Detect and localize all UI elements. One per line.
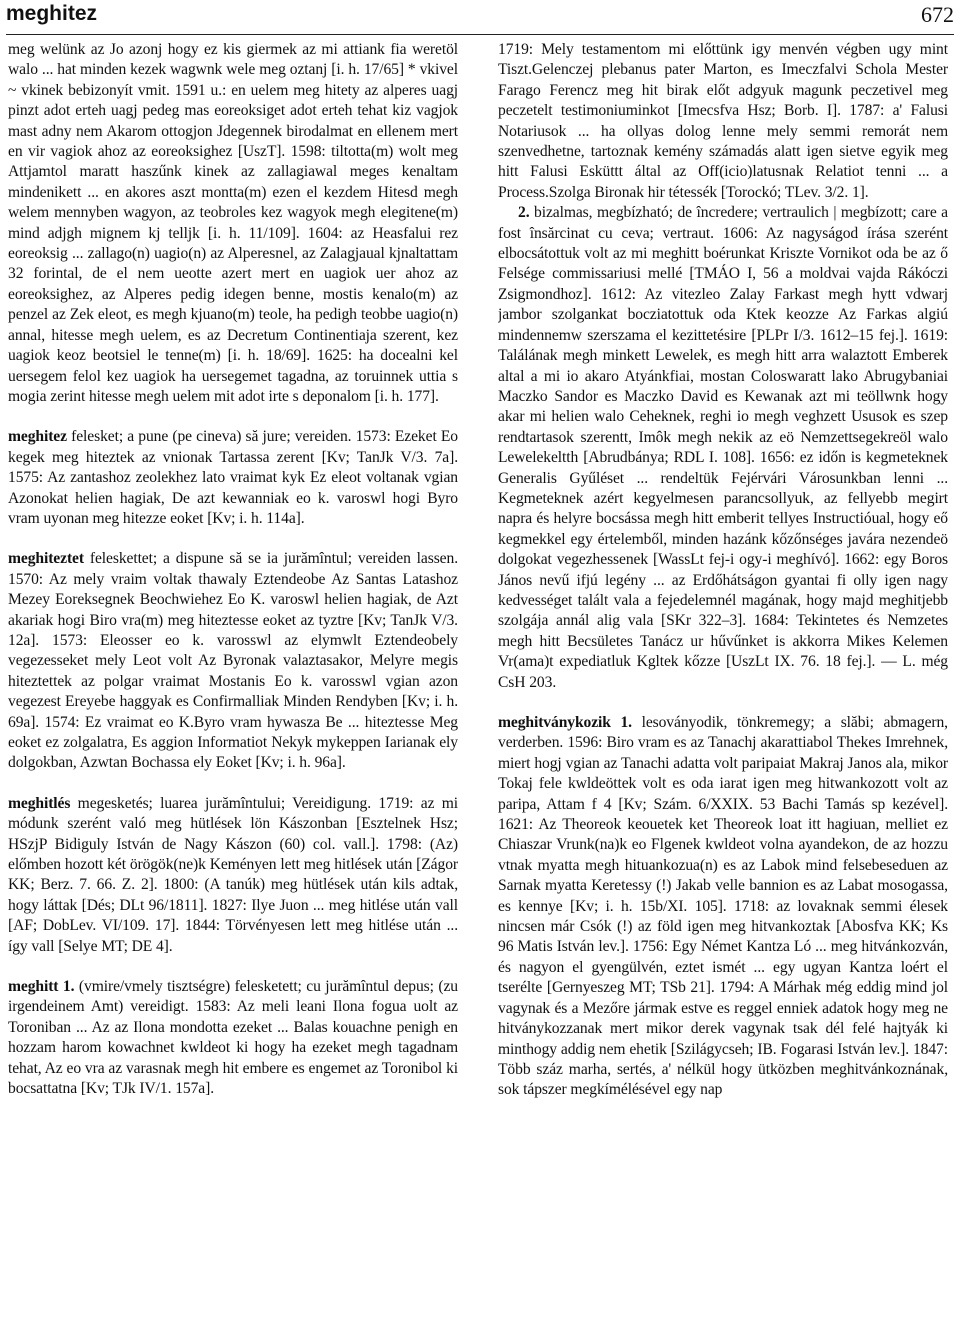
running-headword: meghitez <box>6 2 98 25</box>
sense-number: 1. <box>620 714 632 731</box>
sense-2-meghitt <box>498 203 948 693</box>
entry-meghitvanykozik <box>498 713 948 1101</box>
sense-number: 2. <box>518 204 530 222</box>
entry-body: megesketés; luarea jurămîntului; Vereidigung. 1719: az mi módunk szerént való meg hütlések lön Kászonban [Esztelnek Hsz; HSzjP Bidiguly István de Nagy Kászon (60) col. vall.]. 1798: (Az) előmben hozott két örögök(ne)k Keményen lett meg hitlések után [Zágor KK; Berz. 7. 66. Z. 2]. 1800: (A tanúk) meg hütlések után kils adtak, hogy láttak [Dés; DLt 96/1811]. 1827: Ilye Juon ... meg hitlése után vall [AF; DobLev. VI/109. 17]. 1844: Törvényesen lett meg hitlése után ... így vall [Selye MT; DE 4]. <box>8 794 458 955</box>
entry-body: feleskettet; a dispune să se ia jurămîntul; vereiden lassen. 1570: Az mely vraim voltak thawaly Eztendeobe Az Santas Latashoz Mezey Eoreksegnek Beochwiehez Eo K. varoswl helien hagiak, de Azt akariak hogi Biro vra(m) meg hiteztesse eoket az tyztre [Kv; TanJk V/3. 12a]. 1573: Eleosser eo k. varosswl az elymwlt Eztendeobely vegezesseket mely Leot volt Az Byronak valaztasakor, Melyre megis hiteztettek az polgar vraimat Mostanis Eo k. varosswl vgian azon vegezest Ereyebe haggyak es Confirmalliak Minden Rendyben [Kv; i. h. 69a]. 1574: Ez vraimat eo K.Byro vram hywasza Be ... hiteztesse Meg eoket ez zolgalatra, Es aggion Informatiot Nekyk mykeppen Iarianak ely dolgokban, Azwtan Bochassa ely Eoket [Kv; i. h. 96a]. <box>8 550 458 772</box>
entry-continuation: meg welünk az Jo azonj hogy ez kis giermek az mi attiank fia weretöl walo ... hat minden kezek wagwnk wele meg oztanj [i. h. 17/65] * vkivel ~ vkinek bebizonyít vmit. 1591 u.: en uelem meg hitety az alperes uagj pinzt adot erteh uagj pedeg mas eoreoksiget adot erteh tehat kiz vagjok mast adny nem Akarom ottogjon Jdegennek birodalmat en ellenem mert en vir vagiok ahoz az eoreoksighez [UszT]. 1598: tiltotta(m) wolt meg Attjamtol maratt haszűnk kinek az zallagiawal meges kenaltam mindenikett ... en akores aszt montta(m) ezen el kezdem Hitesd megh welem mennyben wagyon, az teobroles kez wagyok megh elegitene(m) mind adjgh mignem kj telljk [i. h. 11/109]. 1604: az Heasfalui rez eoreoksig ... zallago(n) uagio(n) az Alperesnel, az Zalagjaual kjnaltattam 32 forintal, de el nem ueotte azert mert en uagiok uer ahoz az eoreoksighez, az Alperes pedig idegen benne, mostis kenalo(m) az penzel az Zek eleot, es megh kjuano(m) teole, ha pedigh teobbe uagio(n) annal, hitesse megh uelem, es az Decretum Continentiaja szerent, kez uagiok keoz beotsiel le tenne(m) [i. h. 18/69]. 1625: ha docealni kel uersegem felol kez uagiok ha uersegemet tagadna, az toruinnek uttia s mogia zerint hitesse megh uelem mit adot irte s deponalom [i. h. 177]. <box>8 41 458 405</box>
entry-meghitt <box>8 977 458 1099</box>
entry-body: felesket; a pune (pe cineva) să jure; vereiden. 1573: Ezeket Eo kegek meg hiteztek az vnionak Tartassa zerent [Kv; TanJk V/3. 7a]. 1575: Az zantashoz zeolekhez lato vraimat kyk Ez eleot voltanak vgian Azonokat helien hagiak, De azt kewanniak eo k. varoswl hogi Byro vram uyonan meg hitezze eoket [Kv; i. h. 114a]. <box>8 428 458 527</box>
entry-headword: meghiteztet <box>8 550 84 568</box>
entry-body: lesoványodik, tönkremegy; a slăbi; abmagern, verderben. 1596: Biro vram es az Tanachj akarattiabol Thekes Imrehnek, miert hogj vgian az Tanachi adatta volt paripaiat Makraj Janos ala, mikor Tokaj fele kwldeöttek volt es oda iarat igen meg hitwankozott volt az paripa, Attam f 4 [Kv; Szám. 6/XXIX. 53 Bachi Tamás sp kezével]. 1621: Az Theoreok keouetek ket Theoreok loat itt hagiuan, melliet ez Chiaszar Vrunk(na)k eo Flgenek kwldeot volna ayandekon, de az hozzu vtnak myatta megh hituankozua(n) es az Labok mind felsebeseduen az Sarnak myatta Keretessy (!) Jakab velle bannion es az Labat mosogassa, es kennye [Kv; i. h. 15b/XI. 105]. 1718: az lovaknak semmi élesek nincsen már Csók (!) az föld igen meg hitvankoztak [Abosfva KK; Ks 96 Matis István lev.]. 1756: Egy Német Kantza Ló ... meg hitvánkozván, és nagyon el gyengülvén, eztet ismét ... egy ugyan Kantza loért el tserélte [Gernyeszeg MT; TSb 21]. 1794: A Márhak még eddig mind jol vagynak és a Mezőre jármak estve es reggel enniek adatok hogy meg ne hitványkozzanak mert mikor derek vagynak tsak dél felé hajtyák ki minthogy addig nem ehetik [Szilágycseh; IB. Fogarasi István lev.]. 1847: Több száz marha, sertés, a' nélkül hogy ütközben meghitvánkoznának, sok tápszer megkímélésével egy nap <box>498 714 948 1099</box>
entry-meghitez <box>8 427 458 529</box>
entry-continuation: 1719: Mely testamentom mi előttünk igy menvén végben ugy mint Tiszt.Gelenczej plebanus pater Marton, es Imeczfalvi Schola Mester Farago Ferencz meg hit birak előt adgyuk magunk peczetivel meg peczetelt testimoniuminkot [Imecsfva Hsz; Borb. I]. 1787: a' Falusi Notariusok ... ha ollyas dolog lenne mely semmi remorát nem szenvedhetne, tartoznak kemény számadás alatt igen sietve egyik meg hitt Falusi Esküttt által az Off(icio)latusnak Relatiot tenni ... a Process.Szolga Bironak hir tétessék [Torockó; TLev. 3/2. 1]. <box>498 41 948 201</box>
entry-headword: meghitlés <box>8 794 71 812</box>
entry-body: bizalmas, megbízható; de încredere; vertraulich | megbízott; care a fost însărcinat cu ceva; vertraut. 1606: Az nagyságod írása szerént elbocsátottuk volt az mi meghitt boérunkat Kriszte Vornikot oda be az ő Felsége commissariusi mellé [TMÁO I, 56 a moldvai vajda Rákóczi Zsigmondhoz]. 1612: Az vitezleo Zalay Farkast megh hytt vdwarj jambor szolgankat bocziatottuk oda Ktek keozze Az Farkas algiú mindennemw szerszama el kezittetésire [PLPr I/3. 1612–15 fej.]. 1619: Találának megh minkett Lewelek, es megh hitt arra walaztott Emberek altal a mi io akaro Atyánkfiai, mostan Coloswaratt lako Abrugybaniai Maczko Sandor es Maczko David es Kewanak azt mi teöllwnk hogy akar mi helien walo Ceheknek, reghi io megh veghzett Ususok es szep rendtartasok szerentt, Imôk megh nekik az eö Nemzettsegekreöl walo Lewelekeltth [Abrudbánya; RDL I. 108]. 1656: ez időn is kegmeteknek Generalis Gyűléset ... rendeltük Fejérvári Városunkban lenni ... Kegmeteknek azért kegyelmesen parancsollyuk, az fellyebb megirt napra és helyre bocsássa megh hitt emberit tellyes Instructióual, hogy eő kegmekkel egy értelemből, minden hazánk kőzőnséges javára nezendeö dolgokat vegezhessenek [WassLt fej-i ogy-i meghívó]. 1662: egy Boros János nevű ifjú legény ... az Erdőhátságon gyantai fi olly igen nagy kedvességet talált vala a fejedelemnél magának, hogy majd meghitjebb szolgája annál alig vala [SKr 322–3]. 1684: Tekintetes és Nemzetes megh hitt Becsületes Tanácz ur hűvűnket is akkorra Mikes Kelemen Vr(ama)t expediatluk Kgltek kőzze [UszLt IX. 76. 18 fej.]. — L. még CsH 203. <box>498 204 948 691</box>
entry-body: (vmire/vmely tisztségre) felesketett; cu jurămîntul depus; (zu irgendeinem Amt) vereidigt. 1583: Az meli leani Ilona fogua uolt az Toroniban ... Az az Ilona mondotta ezeket ... Balas kouachne penigh en hozzam harom kowachnet kwldeot ki hogy ha ezeket megh tagadnam tehat, Az eo vra az varasnak megh hit embere es engemet az Toronibol ki bocsattatna [Kv; TJk IV/1. 157a]. <box>8 978 458 1098</box>
right-column <box>498 40 948 1330</box>
entry-meghiteztet <box>8 549 458 773</box>
page-header <box>6 0 954 35</box>
left-column <box>8 40 458 1330</box>
entry-headword: meghitez <box>8 428 67 446</box>
entry-meghitles <box>8 794 458 957</box>
entry-headword: meghitt <box>8 978 59 996</box>
sense-number: 1. <box>62 978 75 996</box>
page-number: 672 <box>921 2 954 27</box>
entry-headword: meghitványkozik <box>498 714 611 731</box>
